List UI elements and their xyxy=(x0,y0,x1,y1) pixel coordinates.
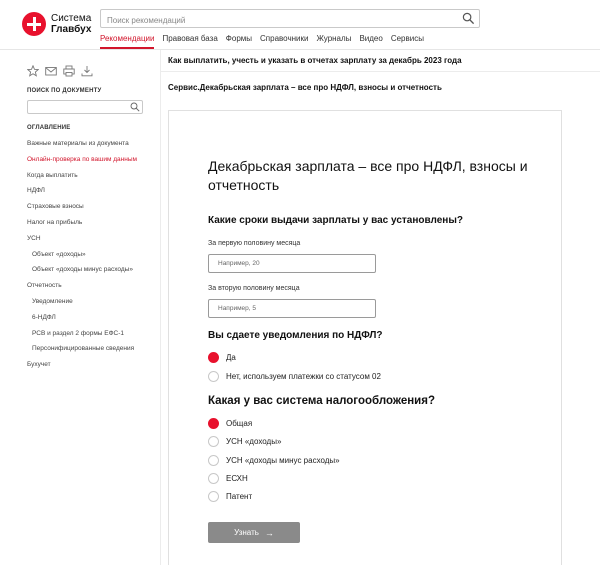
sidebar-divider xyxy=(160,50,161,565)
radio-label: УСН «доходы минус расходы» xyxy=(226,455,340,465)
header xyxy=(0,0,600,50)
form-heading: Декабрьская зарплата – все про НДФЛ, взносы и отчетность xyxy=(208,158,528,193)
radio-button[interactable] xyxy=(208,473,219,484)
logo-line2: Главбух xyxy=(51,24,92,35)
toc-item[interactable]: РСВ и раздел 2 формы ЕФС-1 xyxy=(32,329,125,337)
toc-item[interactable]: Уведомление xyxy=(32,297,73,305)
submit-button[interactable] xyxy=(208,522,300,543)
ndfl-notice-option[interactable] xyxy=(208,371,381,382)
tax-system-option[interactable] xyxy=(208,418,252,429)
radio-button[interactable] xyxy=(208,436,219,447)
service-title: Сервис.Декабрьская зарплата – все про НДФЛ, взносы и отчетность xyxy=(168,83,442,92)
radio-button[interactable] xyxy=(208,352,219,363)
toc-item[interactable]: УСН xyxy=(27,234,41,242)
logo[interactable] xyxy=(22,12,91,36)
tax-system-option[interactable] xyxy=(208,455,340,466)
nav-item-forms[interactable]: Формы xyxy=(225,34,253,43)
question-salary-dates: Какие сроки выдачи зарплаты у вас установлены? xyxy=(208,215,463,226)
toc-item[interactable]: Отчетность xyxy=(27,282,62,290)
question-tax-system: Какая у вас система налогообложения? xyxy=(208,395,435,407)
doc-search-input[interactable] xyxy=(28,104,128,116)
print-icon[interactable] xyxy=(63,65,75,77)
toc-item[interactable]: Объект «доходы минус расходы» xyxy=(32,266,133,274)
radio-button[interactable] xyxy=(208,371,219,382)
toc-item[interactable]: Страховые взносы xyxy=(27,203,84,211)
nav-item-video[interactable]: Видео xyxy=(359,34,383,43)
second-half-day-input[interactable] xyxy=(208,299,376,318)
toc-item[interactable]: Объект «доходы» xyxy=(32,250,86,258)
star-icon[interactable] xyxy=(27,65,39,77)
divider xyxy=(161,71,600,72)
toc-item[interactable]: Налог на прибыль xyxy=(27,218,83,226)
nav-item-journals[interactable]: Журналы xyxy=(316,34,352,43)
radio-label: УСН «доходы» xyxy=(226,437,282,447)
nav-item-recommendations[interactable]: Рекомендации xyxy=(100,33,154,49)
submit-label: Узнать xyxy=(234,528,259,537)
ndfl-notice-option[interactable] xyxy=(208,352,236,363)
sidebar xyxy=(0,50,160,565)
table-of-contents xyxy=(27,139,157,376)
radio-label: Общая xyxy=(226,419,253,428)
tax-system-option[interactable] xyxy=(208,436,281,447)
doc-tools xyxy=(27,65,99,77)
toc-item[interactable]: Онлайн-проверка по вашим данным xyxy=(27,155,137,163)
toc-label: ОГЛАВЛЕНИЕ xyxy=(27,125,71,131)
nav-item-references[interactable]: Справочники xyxy=(260,34,309,43)
radio-label: Нет, используем платежки со статусом 02 xyxy=(226,372,381,381)
radio-button[interactable] xyxy=(208,418,219,429)
toc-item[interactable]: Когда выплатить xyxy=(27,171,78,179)
tax-system-option[interactable] xyxy=(208,491,252,502)
document-title: Как выплатить, учесть и указать в отчетах зарплату за декабрь 2023 года xyxy=(168,56,462,65)
field-first-half-label: За первую половину месяца xyxy=(208,240,301,247)
doc-search-label: ПОИСК ПО ДОКУМЕНТУ xyxy=(27,88,102,94)
main-nav xyxy=(100,33,432,49)
radio-button[interactable] xyxy=(208,455,219,466)
radio-label: ЕСХН xyxy=(226,473,248,483)
doc-search-box[interactable] xyxy=(27,100,143,114)
search-icon[interactable] xyxy=(462,12,475,25)
logo-cross-icon xyxy=(22,12,46,36)
nav-item-services[interactable]: Сервисы xyxy=(390,34,424,43)
calculator-card xyxy=(168,110,562,565)
mail-icon[interactable] xyxy=(45,65,57,77)
first-half-day-input[interactable] xyxy=(208,254,376,273)
radio-label: Патент xyxy=(226,492,253,502)
radio-button[interactable] xyxy=(208,491,219,502)
toc-item[interactable]: Важные материалы из документа xyxy=(27,140,129,147)
toc-item[interactable]: Персонифицированные сведения xyxy=(32,345,135,353)
toc-item[interactable]: 6-НДФЛ xyxy=(32,313,56,321)
logo-text xyxy=(51,13,91,35)
toc-item[interactable]: Бухучет xyxy=(27,361,51,369)
tax-system-option[interactable] xyxy=(208,473,248,484)
search-box[interactable] xyxy=(100,9,480,28)
radio-label: Да xyxy=(226,353,236,362)
nav-item-legal-base[interactable]: Правовая база xyxy=(162,34,218,43)
search-icon[interactable] xyxy=(130,102,140,112)
logo-line1: Система xyxy=(51,13,92,24)
toc-item[interactable]: НДФЛ xyxy=(27,187,45,195)
field-second-half-label: За вторую половину месяца xyxy=(208,285,300,292)
download-icon[interactable] xyxy=(81,65,93,77)
question-ndfl-notices: Вы сдаете уведомления по НДФЛ? xyxy=(208,330,383,341)
arrow-right-icon: → xyxy=(264,527,274,538)
search-input[interactable] xyxy=(101,12,451,29)
